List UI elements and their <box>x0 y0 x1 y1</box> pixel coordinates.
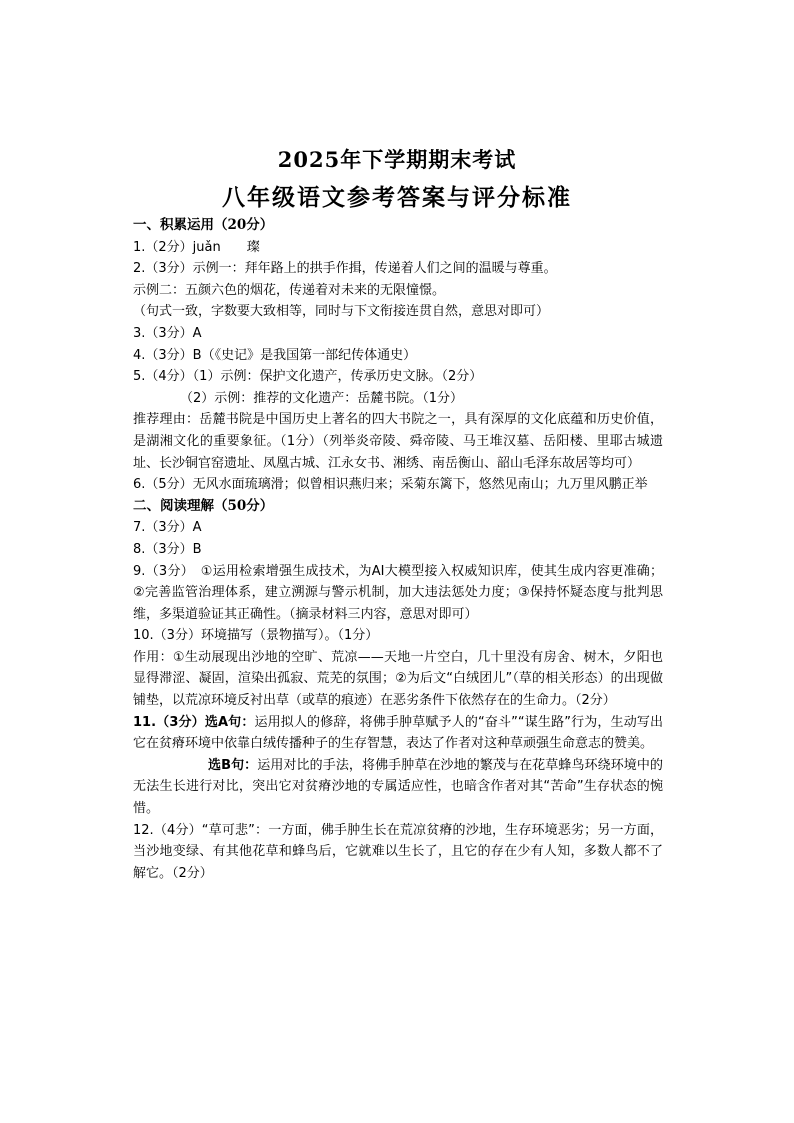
section-heading-1: 一、积累运用（20分） <box>133 217 274 233</box>
answer-q7: 7.（3分）A <box>133 520 202 536</box>
answer-q11-b-text: 运用对比的手法，将佛手肿草在沙地的繁茂与在花草蜂鸟环绕环境中的无法生长进行对比，突出它对贫瘠沙地的专属适应性，也暗含作者对其“苦命”生存状态的惋惜。 <box>133 757 663 817</box>
answer-q3: 3.（3分）A <box>133 325 202 341</box>
answer-q10-part1: 10.（3分）环境描写（景物描写）。（1分） <box>133 628 379 644</box>
answer-body <box>133 215 663 884</box>
answer-q4: 4.（3分）B（《史记》是我国第一部纪传体通史） <box>133 347 417 363</box>
answer-q5-part1: 5.（4分）（1）示例：保护文化遗产，传承历史文脉。（2分） <box>133 369 483 385</box>
answer-q11-a-prefix: 11.（3分）选A句： <box>133 714 255 730</box>
answer-q6: 6.（5分）无风水面琉璃滑；似曾相识燕归来；采菊东篱下，悠然见南山；九万里风鹏正举 <box>133 477 648 493</box>
answer-q2-note: （句式一致，字数要大致相等，同时与下文衔接连贯自然，意思对即可） <box>133 304 550 320</box>
answer-q11-a <box>133 712 663 755</box>
exam-subtitle: 八年级语文参考答案与评分标准 <box>222 184 572 211</box>
section-heading-2: 二、阅读理解（50分） <box>133 497 274 514</box>
answer-q11-a-text: 运用拟人的修辞，将佛手肿草赋予人的“奋斗”“谋生路”行为，生动写出它在贫瘠环境中依靠白绒传播种子的生存智慧，表达了作者对这种草顽强生命意志的赞美。 <box>133 714 663 752</box>
answer-q5-part2: （2）示例：推荐的文化遗产：岳麓书院。（1分） <box>180 390 464 406</box>
answer-q5-reason: 推荐理由：岳麓书院是中国历史上著名的四大书院之一，具有深厚的文化底蕴和历史价值，是湖湘文化的重要象征。（1分）（列举炎帝陵、舜帝陵、马王堆汉墓、岳阳楼、里耶古城遗址、长沙铜官窑遗址、凤凰古城、江永女书、湘绣、南岳衡山、韶山毛泽东故居等均可） <box>133 412 663 471</box>
exam-title: 2025年下学期期末考试 <box>277 147 517 172</box>
answer-q2: 2.（3分）示例一：拜年路上的拱手作揖，传递着人们之间的温暖与尊重。 <box>133 261 557 277</box>
answer-q11-b-prefix: 选B句： <box>208 757 258 773</box>
answer-q1: 1.（2分）juǎn 璨 <box>133 239 260 255</box>
answer-q12: 12.（4分）“草可悲”：一方面，佛手肿生长在荒凉贫瘠的沙地，生存环境恶劣；另一方面，当沙地变绿、有其他花草和蜂鸟后，它就难以生长了，且它的存在少有人知，多数人都不了解它。（2分） <box>133 822 663 881</box>
answer-q8: 8.（3分）B <box>133 541 202 557</box>
answer-q9: 9.（3分） ①运用检索增强生成技术，为AI大模型接入权威知识库，使其生成内容更准确；②完善监管治理体系，建立溯源与警示机制，加大违法惩处力度；③保持怀疑态度与批判思维，多渠道验证其正确性。（摘录材料三内容，意思对即可） <box>133 563 663 622</box>
answer-q10-part2: 作用：①生动展现出沙地的空旷、荒凉——天地一片空白，几十里没有房舍、树木，夕阳也显得滞涩、凝固，渲染出孤寂、荒芜的氛围；②为后文“白绒团儿”（草的相关形态）的出现做铺垫，以荒凉环境反衬出草（或草的痕迹）在恶劣条件下依然存在的生命力。（2分） <box>133 649 663 709</box>
answer-q11-b <box>133 755 663 820</box>
answer-q2-example2: 示例二：五颜六色的烟花，传递着对未来的无限憧憬。 <box>133 282 446 298</box>
